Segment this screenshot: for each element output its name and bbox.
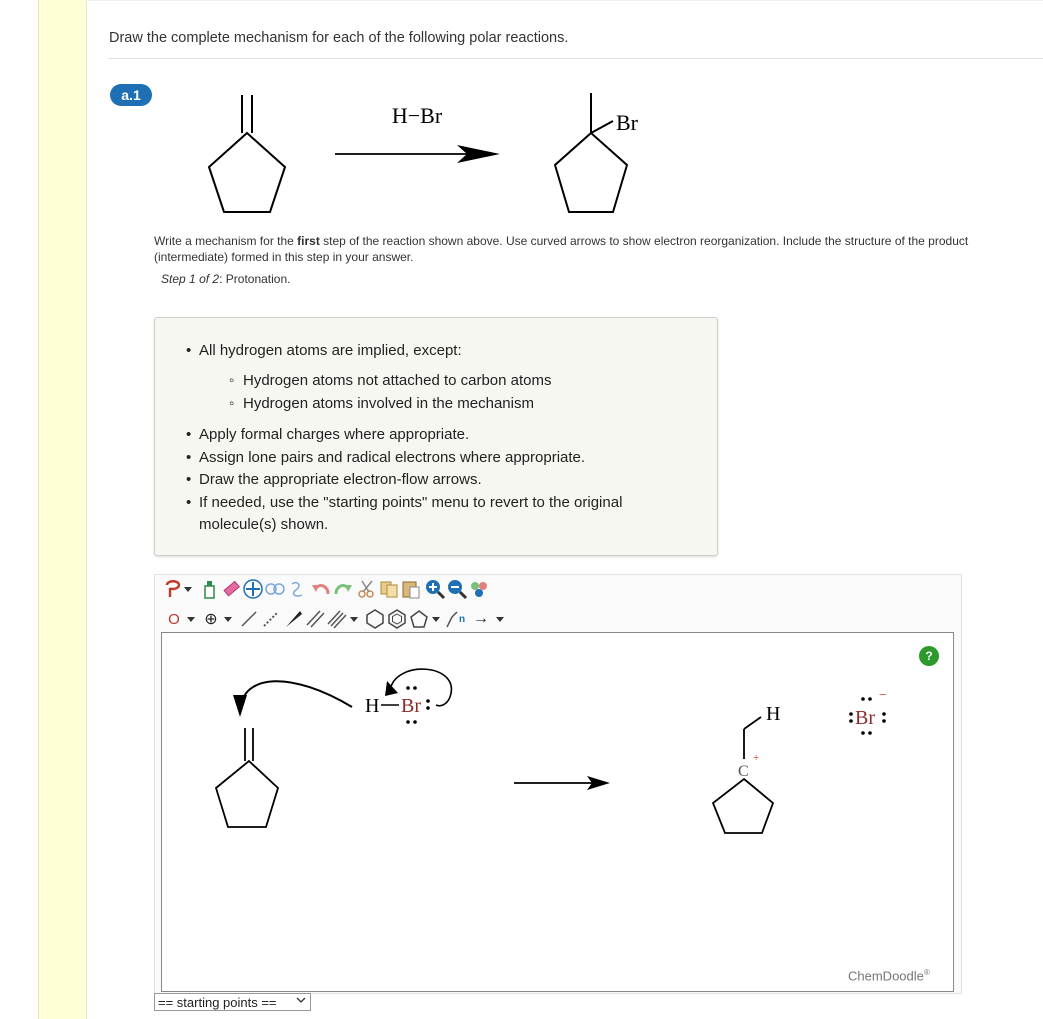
lasso-tool-icon[interactable] bbox=[162, 578, 184, 600]
center-tool-icon[interactable] bbox=[242, 578, 264, 600]
left-margin bbox=[0, 0, 38, 1019]
mechanism-drawing bbox=[162, 633, 953, 991]
hint-item: • Apply formal charges where appropriate. bbox=[199, 424, 689, 447]
charge-label: ⊕ bbox=[204, 611, 218, 628]
eraser-tool-icon[interactable] bbox=[220, 578, 242, 600]
part-badge: a.1 bbox=[110, 84, 152, 106]
arrow-dropdown-chevron-icon[interactable] bbox=[494, 608, 506, 630]
hint-subitem: ◦ Hydrogen atoms not attached to carbon atoms bbox=[243, 370, 552, 393]
benzene-ring-icon[interactable] bbox=[386, 608, 408, 630]
instructions: Draw the complete mechanism for each of the following polar reactions. bbox=[109, 30, 569, 46]
zoom-out-icon[interactable] bbox=[446, 578, 468, 600]
copy-icon[interactable] bbox=[378, 578, 400, 600]
curved-arrow-br-head bbox=[385, 681, 398, 696]
cut-icon[interactable] bbox=[356, 578, 378, 600]
double-bond-icon[interactable] bbox=[304, 608, 326, 630]
hashed-bond-icon[interactable] bbox=[260, 608, 282, 630]
paste-icon[interactable] bbox=[400, 578, 422, 600]
chevron-down-icon bbox=[296, 994, 306, 1012]
atom-label: O bbox=[168, 610, 180, 628]
charge-dropdown-chevron-icon[interactable] bbox=[222, 608, 234, 630]
cyclopentane-ring-icon[interactable] bbox=[408, 608, 430, 630]
charge-tool[interactable] bbox=[200, 608, 222, 630]
reagent-label: H−Br bbox=[391, 103, 443, 128]
zoom-in-icon[interactable] bbox=[424, 578, 446, 600]
bromide-label: Br bbox=[855, 707, 875, 729]
starting-points-label: == starting points == bbox=[158, 995, 277, 1010]
cation-h-label: H bbox=[766, 703, 781, 725]
hint-item: • Draw the appropriate electron-flow arrows. bbox=[199, 469, 689, 492]
arrow-label: → bbox=[473, 610, 489, 627]
hbr-h-label: H bbox=[365, 695, 380, 717]
drawing-canvas[interactable] bbox=[161, 632, 954, 992]
bromide-charge-label: − bbox=[879, 688, 887, 703]
starting-points-select[interactable] bbox=[154, 993, 311, 1011]
curved-arrow-pi-to-h bbox=[240, 681, 352, 711]
cation-charge-label: + bbox=[753, 752, 760, 764]
curved-arrow-head bbox=[233, 695, 247, 717]
hint-subitem: ◦ Hydrogen atoms involved in the mechanism bbox=[243, 393, 552, 416]
reactant-structure bbox=[216, 728, 278, 827]
chemdoodle-brand: ChemDoodle® bbox=[848, 968, 930, 984]
product-br-label: Br bbox=[616, 110, 638, 135]
undo-icon[interactable] bbox=[310, 578, 332, 600]
step-indicator: Step 1 of 2: Protonation. bbox=[161, 272, 291, 286]
redo-icon[interactable] bbox=[332, 578, 354, 600]
clear-tool-icon[interactable] bbox=[198, 578, 220, 600]
arrow-tool[interactable] bbox=[468, 608, 494, 630]
divider bbox=[108, 58, 1043, 59]
cation-c-label: C bbox=[738, 763, 749, 780]
help-button[interactable]: ? bbox=[919, 646, 939, 666]
single-bond-icon[interactable] bbox=[238, 608, 260, 630]
reaction-scheme bbox=[195, 85, 695, 225]
question-text: Write a mechanism for the first step of the reaction shown above. Use curved arrows to show electron reorganization. Include the structure of the product (intermediate) formed in this step in your answer. bbox=[154, 234, 969, 264]
bond-dropdown-chevron-icon[interactable] bbox=[348, 608, 360, 630]
hints-box bbox=[154, 317, 718, 556]
reaction-arrow bbox=[335, 145, 500, 163]
hint-item: • Assign lone pairs and radical electrons where appropriate. bbox=[199, 447, 689, 470]
hbr-br-label: Br bbox=[401, 695, 421, 717]
reactant-molecule bbox=[209, 95, 285, 212]
triple-bond-icon[interactable] bbox=[326, 608, 348, 630]
atom-dropdown-chevron-icon[interactable] bbox=[185, 608, 197, 630]
cyclohexane-ring-icon[interactable] bbox=[364, 608, 386, 630]
hint-item: • All hydrogen atoms are implied, except: bbox=[199, 340, 462, 363]
flip-vertical-icon[interactable] bbox=[286, 578, 308, 600]
atom-tool[interactable] bbox=[163, 608, 185, 630]
hint-item: • If needed, use the "starting points" menu to revert to the original molecule(s) shown. bbox=[199, 492, 689, 537]
chain-tool[interactable] bbox=[444, 608, 466, 630]
chain-label: n bbox=[458, 613, 466, 625]
top-divider bbox=[85, 0, 1043, 1]
wedge-bond-icon[interactable] bbox=[282, 608, 304, 630]
clean-icon[interactable] bbox=[468, 578, 490, 600]
question-sidebar bbox=[38, 0, 87, 1019]
flip-horizontal-icon[interactable] bbox=[264, 578, 286, 600]
ring-dropdown-chevron-icon[interactable] bbox=[430, 608, 442, 630]
lasso-dropdown-chevron-icon[interactable] bbox=[182, 578, 194, 600]
